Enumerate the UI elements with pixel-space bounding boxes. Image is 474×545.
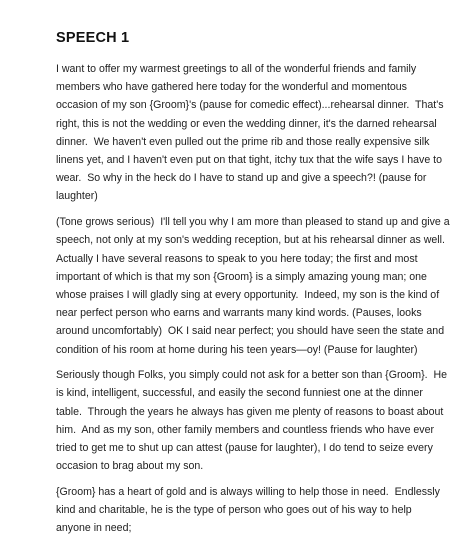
paragraph-line: dinner. We haven't even pulled out the prime rib and those really expensive silk <box>56 135 430 148</box>
speech-paragraph <box>56 366 468 475</box>
paragraph-line: whose praises I will gladly sing at every opportunity. Indeed, my son is the kind of <box>56 288 440 301</box>
paragraph-line: members who have gathered here today for the wonderful and momentous <box>56 81 407 94</box>
paragraph-line: linens yet, and I haven't even put on that tight, itchy tux that the wife says I have to <box>56 154 442 167</box>
speech-paragraph <box>56 213 468 359</box>
paragraph-line: kind and charitable, he is the type of person who goes out of his way to help <box>56 504 412 517</box>
document-title: SPEECH 1 <box>56 30 130 46</box>
paragraph-line: right, this is not the wedding or even the wedding dinner, it's the darned rehearsal <box>56 117 437 130</box>
paragraph-line: is kind, intelligent, successful, and easily the second funniest one at the dinner <box>56 387 423 400</box>
paragraph-line: Actually I have several reasons to speak to you here today; the first and most <box>56 252 418 265</box>
paragraph-line: I want to offer my warmest greetings to all of the wonderful friends and family <box>56 63 417 75</box>
paragraph-line: {Groom} has a heart of gold and is always willing to help those in need. Endlessly <box>56 485 440 498</box>
paragraph-line: (Tone grows serious) I'll tell you why I am more than pleased to stand up and give a <box>56 216 450 229</box>
paragraph-line: around uncomfortably) OK I said near perfect; you should have seen the state and <box>56 325 445 338</box>
paragraph-line: Seriously though Folks, you simply could not ask for a better son than {Groom}. He <box>56 369 447 382</box>
paragraph-line: occasion of my son {Groom}'s (pause for comedic effect)...rehearsal dinner. That's <box>56 99 444 112</box>
paragraph-line: condition of his room at home during his teen years—oy! (Pause for laughter) <box>56 343 418 356</box>
paragraph-line: laughter) <box>56 190 98 203</box>
paragraph-line: anyone in need; <box>56 522 132 535</box>
speech-paragraph <box>56 60 468 206</box>
paragraph-line: occasion to brag about my son. <box>56 460 204 473</box>
speech-paragraph <box>56 483 468 538</box>
paragraph-line: table. Through the years he always has given me plenty of reasons to boast about <box>56 405 444 418</box>
paragraph-line: wear. So why in the heck do I have to stand up and give a speech?! (pause for <box>56 172 427 185</box>
paragraph-line: near perfect person who earns and warrants many kind words. (Pauses, looks <box>56 307 422 320</box>
paragraph-line: speech, not only at my son's wedding reception, but at his rehearsal dinner as well. <box>56 234 445 247</box>
paragraph-line: important of which is that my son {Groom} is a simply amazing young man; one <box>56 270 427 283</box>
paragraph-line: him. And as my son, other family members and countless friends who have ever <box>56 423 435 436</box>
paragraph-line: tried to get me to shut up can attest (pause for laughter), I do tend to seize every <box>56 442 433 455</box>
document-body <box>56 60 468 545</box>
